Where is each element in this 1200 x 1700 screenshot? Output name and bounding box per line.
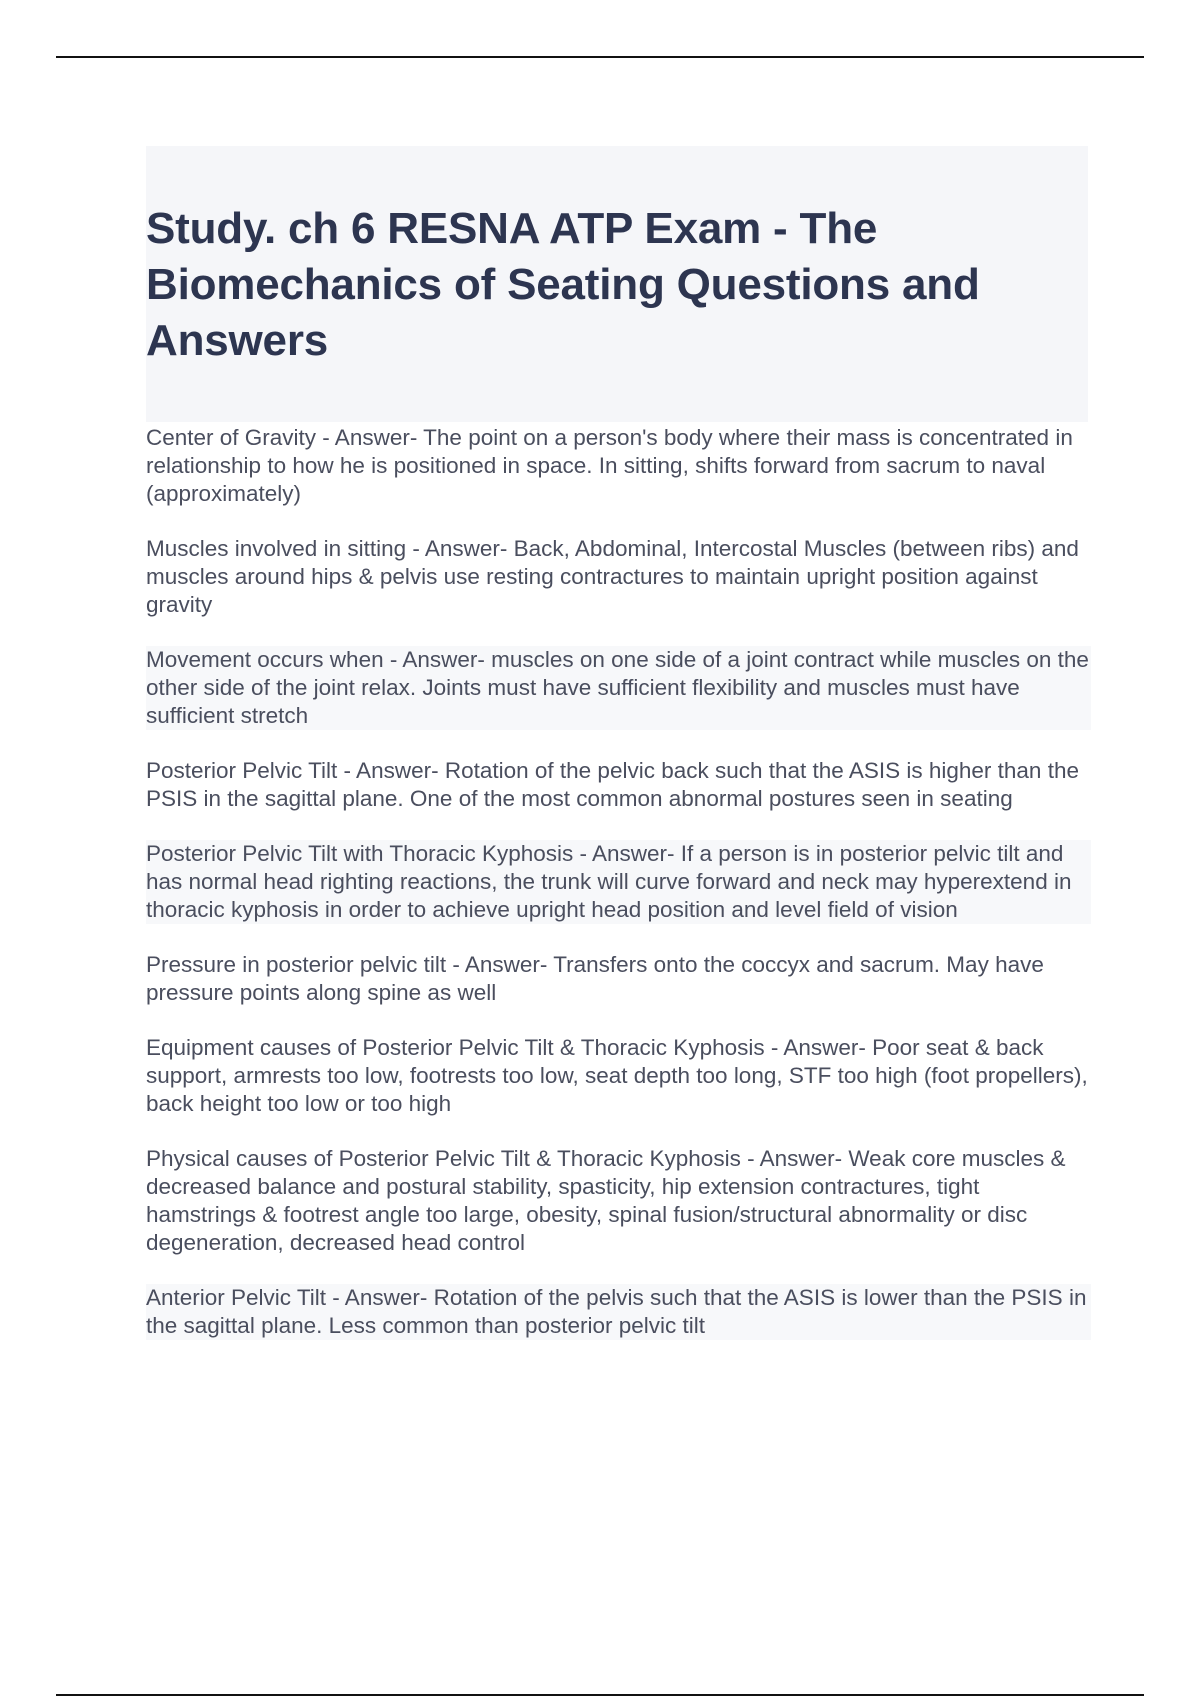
qa-item-center-of-gravity: Center of Gravity - Answer- The point on a person's body where their mass is concentrated in relationship to how he is positioned in space. In sitting, shifts forward from sacrum to naval (approximately): [146, 425, 1073, 506]
qa-item-movement: Movement occurs when - Answer- muscles on one side of a joint contract while muscles on the other side of the joint relax. Joints must have sufficient flexibility and muscles must have sufficient stretch: [146, 646, 1091, 730]
title-block: [146, 146, 1088, 422]
qa-item-physical-causes: Physical causes of Posterior Pelvic Tilt & Thoracic Kyphosis - Answer- Weak core muscles & decreased balance and postural stability, spasticity, hip extension contractures, tight hamstrings & footrest angle too large, obesity, spinal fusion/structural abnormality or disc degeneration, decreased head control: [146, 1146, 1066, 1255]
qa-item-ppt-thoracic-kyphosis: Posterior Pelvic Tilt with Thoracic Kyphosis - Answer- If a person is in posterior pelvic tilt and has normal head righting reactions, the trunk will curve forward and neck may hyperextend in thoracic kyphosis in order to achieve upright head position and level field of vision: [146, 840, 1091, 924]
qa-item-equipment-causes: Equipment causes of Posterior Pelvic Tilt & Thoracic Kyphosis - Answer- Poor seat & back support, armrests too low, footrests too low, seat depth too long, STF too high (foot propellers), back height too low or too high: [146, 1035, 1088, 1116]
bottom-rule: [56, 1694, 1144, 1696]
qa-item-muscles-in-sitting: Muscles involved in sitting - Answer- Back, Abdominal, Intercostal Muscles (between ribs) and muscles around hips & pelvis use resting contractures to maintain upright position against gravity: [146, 536, 1079, 617]
qa-list: [146, 424, 1091, 1367]
document-title: Study. ch 6 RESNA ATP Exam - The Biomechanics of Seating Questions and Answers: [146, 204, 980, 365]
qa-item-posterior-pelvic-tilt: Posterior Pelvic Tilt - Answer- Rotation of the pelvic back such that the ASIS is higher than the PSIS in the sagittal plane. One of the most common abnormal postures seen in seating: [146, 758, 1079, 811]
top-rule: [56, 56, 1144, 58]
qa-item-pressure-ppt: Pressure in posterior pelvic tilt - Answer- Transfers onto the coccyx and sacrum. May have pressure points along spine as well: [146, 952, 1044, 1005]
qa-item-anterior-pelvic-tilt: Anterior Pelvic Tilt - Answer- Rotation of the pelvis such that the ASIS is lower than the PSIS in the sagittal plane. Less common than posterior pelvic tilt: [146, 1284, 1091, 1340]
